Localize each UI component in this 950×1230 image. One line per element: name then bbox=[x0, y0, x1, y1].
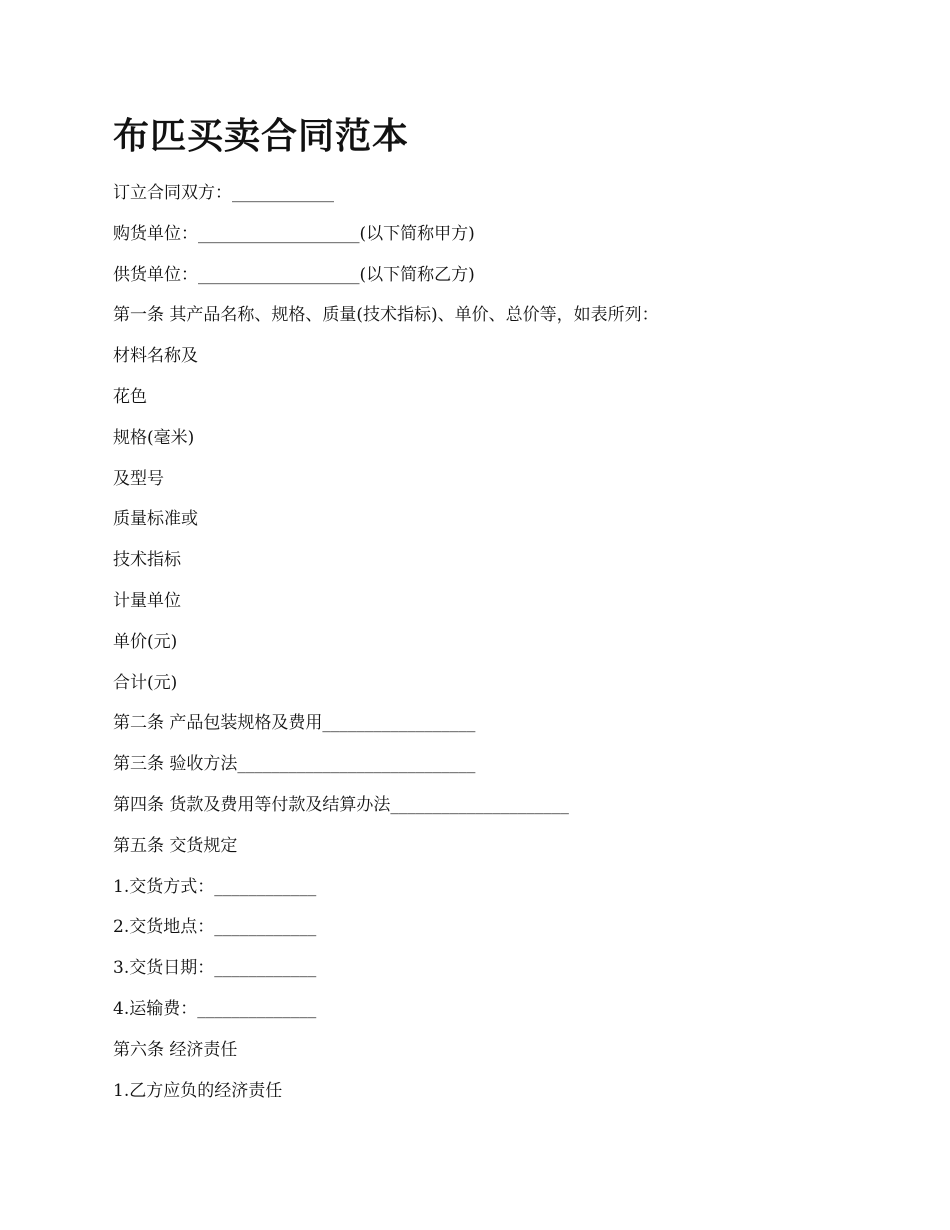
clause-2: 第二条 产品包装规格及费用__________________ bbox=[113, 713, 476, 734]
table-label: 质量标准或 bbox=[113, 509, 198, 530]
delivery-location: 2.交货地点：____________ bbox=[113, 917, 317, 938]
supplier-liability: 1.乙方应负的经济责任 bbox=[113, 1080, 283, 1101]
table-label: 材料名称及 bbox=[113, 346, 198, 367]
clause-4: 第四条 货款及费用等付款及结算办法_____________________ bbox=[113, 794, 569, 815]
line-supplier: 供货单位：___________________(以下简称乙方) bbox=[113, 264, 475, 285]
transport-fee: 4.运输费：______________ bbox=[113, 998, 317, 1019]
table-label: 花色 bbox=[113, 386, 147, 407]
clause-1: 第一条 其产品名称、规格、质量(技术指标)、单价、总价等，如表所列： bbox=[113, 305, 659, 326]
delivery-date: 3.交货日期：____________ bbox=[113, 958, 317, 979]
delivery-method: 1.交货方式：____________ bbox=[113, 876, 317, 897]
document-title: 布匹买卖合同范本 bbox=[113, 115, 410, 157]
line-parties: 订立合同双方：____________ bbox=[113, 183, 334, 203]
table-label: 合计(元) bbox=[113, 672, 178, 693]
document-body bbox=[113, 178, 659, 1116]
clause-5: 第五条 交货规定 bbox=[113, 835, 238, 856]
table-label: 规格(毫米) bbox=[113, 427, 195, 448]
table-label: 计量单位 bbox=[113, 590, 181, 611]
line-buyer: 购货单位：___________________(以下简称甲方) bbox=[113, 223, 475, 244]
clause-3: 第三条 验收方法____________________________ bbox=[113, 754, 476, 775]
table-label: 单价(元) bbox=[113, 631, 178, 652]
table-label: 及型号 bbox=[113, 468, 164, 489]
clause-6: 第六条 经济责任 bbox=[113, 1039, 238, 1060]
table-label: 技术指标 bbox=[113, 550, 181, 571]
